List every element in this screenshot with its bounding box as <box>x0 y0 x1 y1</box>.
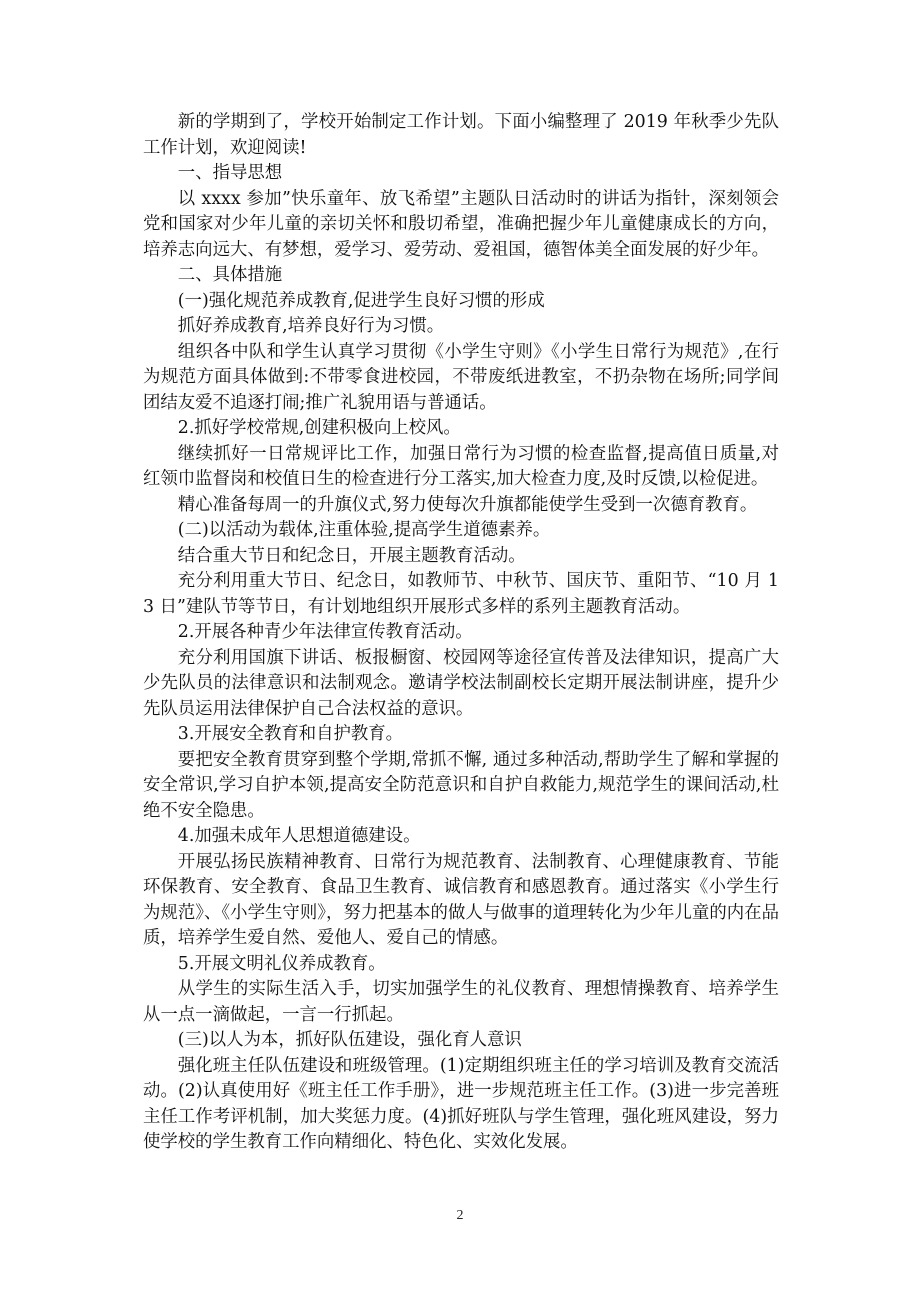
paragraph: 充分利用重大节日、纪念日，如教师节、中秋节、国庆节、重阳节、“10 月 13 日”建队节等节日，有计划地组织开展形式多样的系列主题教育活动。 <box>143 571 779 617</box>
paragraph: 以 xxxx 参加”快乐童年、放飞希望”主题队日活动时的讲话为指针，深刻领会党和国家对少年儿童的亲切关怀和殷切希望，准确把握少年儿童健康成长的方向，培养志向远大、有梦想，爱学习、爱劳动、爱祖国，德智体美全面发展的好少年。 <box>143 188 779 260</box>
paragraph: 开展弘扬民族精神教育、日常行为规范教育、法制教育、心理健康教育、节能环保教育、安全教育、食品卫生教育、诚信教育和感恩教育。通过落实《小学生行为规范》、《小学生守则》，努力把基本的做人与做事的道理转化为少年儿童的内在品质，培养学生爱自然、爱他人、爱自己的情感。 <box>143 851 779 948</box>
paragraph: 4.加强未成年人思想道德建设。 <box>177 826 421 846</box>
paragraph: 继续抓好一日常规评比工作，加强日常行为习惯的检查监督,提高值日质量,对红领巾监督岗和校值日生的检查进行分工落实,加大检查力度,及时反馈,以检促进。 <box>143 443 779 489</box>
paragraph: 5.开展文明礼仪养成教育。 <box>177 953 386 974</box>
paragraph-intro: 新的学期到了，学校开始制定工作计划。下面小编整理了 2019 年秋季少先队工作计划，欢迎阅读! <box>143 112 779 158</box>
paragraph: 充分利用国旗下讲话、板报橱窗、校园网等途径宣传普及法律知识，提高广大少先队员的法律意识和法制观念。邀请学校法制副校长定期开展法制讲座，提升少先队员运用法律保护自己合法权益的意识。 <box>143 647 779 719</box>
paragraph: 2.开展各种青少年法律宣传教育活动。 <box>177 622 473 642</box>
paragraph: 要把安全教育贯穿到整个学期,常抓不懈, 通过多种活动,帮助学生了解和掌握的安全常识,学习自护本领,提高安全防范意识和自护自救能力,规范学生的课间活动,杜绝不安全隐患。 <box>143 749 779 821</box>
subheading: (三)以人为本，抓好队伍建设，强化育人意识 <box>177 1030 522 1050</box>
paragraph: 从学生的实际生活入手，切实加强学生的礼仪教育、理想情操教育、培养学生从一点一滴做起，一言一行抓起。 <box>143 979 779 1025</box>
paragraph: 2.抓好学校常规,创建积极向上校风。 <box>177 418 461 438</box>
subheading: (二)以活动为载体,注重体验,提高学生道德素养。 <box>177 520 551 540</box>
page-number: 2 <box>456 1208 464 1223</box>
paragraph: 抓好养成教育,培养良好行为习惯。 <box>177 316 445 336</box>
paragraph: 结合重大节日和纪念日，开展主题教育活动。 <box>177 545 526 566</box>
paragraph: 组织各中队和学生认真学习贯彻《小学生守则》《小学生日常行为规范》,在行为规范方面具体做到:不带零食进校园，不带废纸进教室，不扔杂物在场所;同学间团结友爱不追逐打闹;推广礼貌用语与普通话。 <box>143 341 779 413</box>
subheading: (一)强化规范养成教育,促进学生良好习惯的形成 <box>177 290 545 311</box>
paragraph: 强化班主任队伍建设和班级管理。(1)定期组织班主任的学习培训及教育交流活动。(2)认真使用好《班主任工作手册》，进一步规范班主任工作。(3)进一步完善班主任工作考评机制，加大奖惩力度。(4)抓好班队与学生管理，强化班风建设，努力使学校的学生教育工作向精细化、特色化、实效化发展。 <box>143 1055 779 1152</box>
heading-specific-measures: 二、具体措施 <box>177 265 283 285</box>
paragraph: 精心准备每周一的升旗仪式,努力使每次升旗都能使学生受到一次德育教育。 <box>177 494 758 515</box>
paragraph: 3.开展安全教育和自护教育。 <box>177 724 404 744</box>
heading-guiding-ideology: 一、指导思想 <box>177 163 283 183</box>
document-body <box>143 110 779 1156</box>
